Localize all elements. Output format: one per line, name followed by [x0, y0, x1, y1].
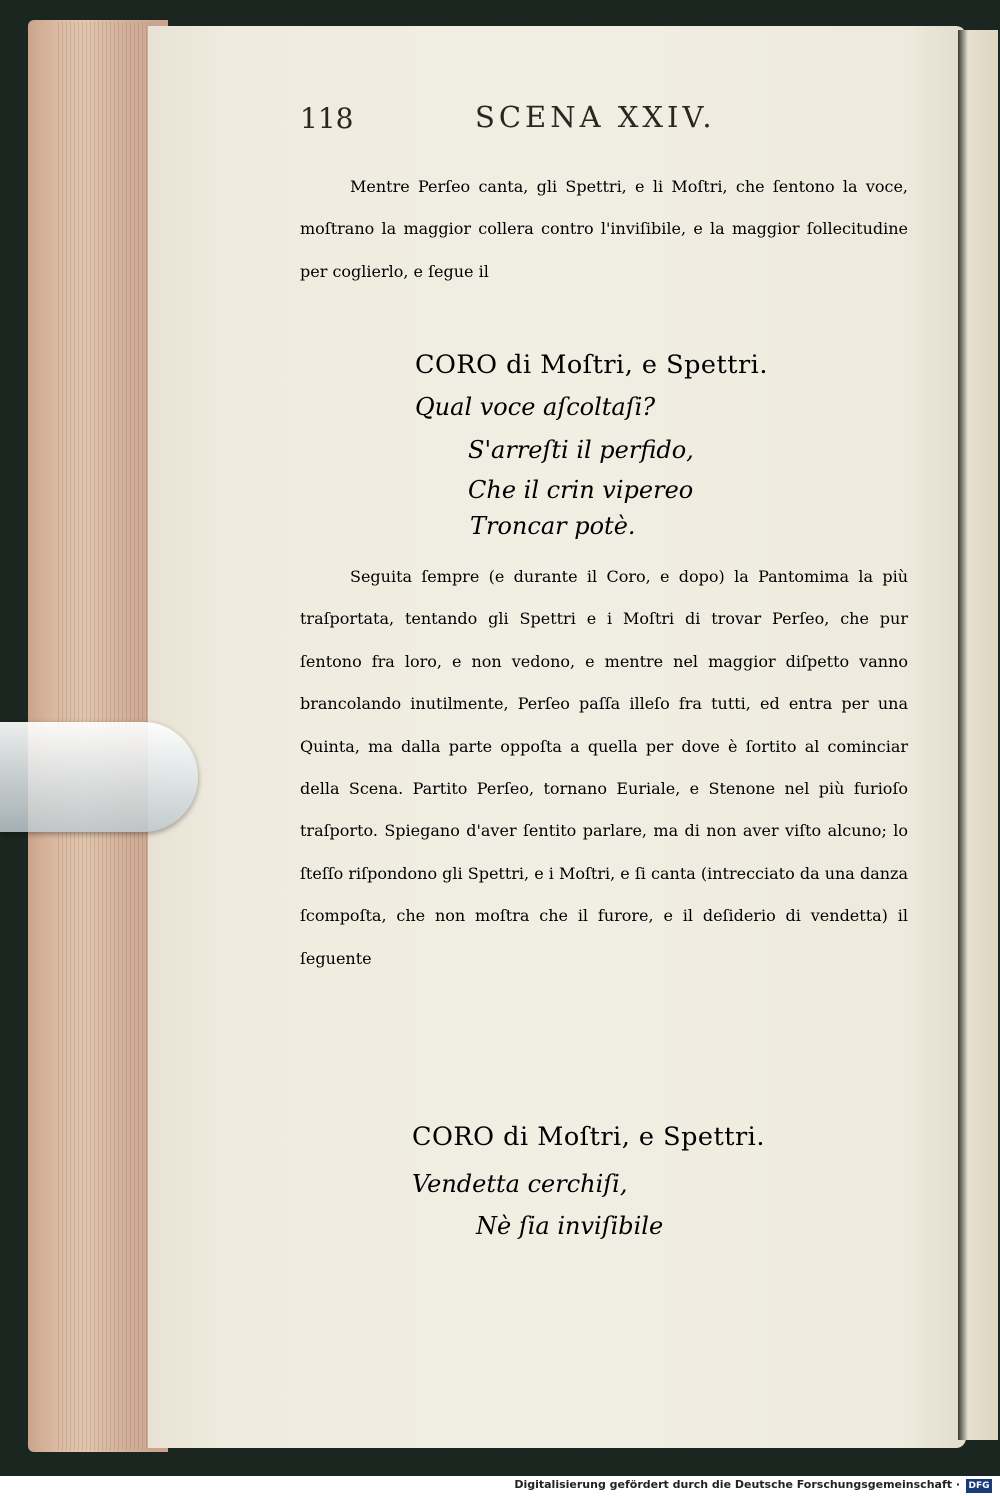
funding-credit: Digitalisierung gefördert durch die Deutsche Forschungsgemeinschaft · [514, 1478, 960, 1491]
page-header [300, 100, 740, 140]
dfg-logo: DFG [966, 1479, 992, 1493]
page-holder-clip [0, 722, 198, 832]
chorus-heading-2: CORO di Moſtri, e Spettri. [412, 1122, 765, 1152]
paragraph-stage-direction-1: Mentre Perſeo canta, gli Spettri, e li Moſtri, che ſentono la voce, moſtrano la maggior collera contro l'inviſibile, e la maggior ſollecitudine per coglierlo, e ſegue il [300, 177, 908, 281]
verse-line: S'arreſti il perfido, [468, 436, 694, 464]
verse-line: Vendetta cerchiſi, [412, 1170, 628, 1198]
footer-bar [0, 1476, 1000, 1496]
scene-title: SCENA XXIV. [475, 100, 716, 134]
verse-line: Troncar potè. [470, 512, 636, 540]
chorus-heading-1: CORO di Moſtri, e Spettri. [415, 350, 768, 380]
verse-line: Nè ſia inviſibile [476, 1212, 664, 1240]
page-number: 118 [300, 102, 354, 135]
verse-line: Qual voce aſcoltaſi? [415, 393, 656, 421]
adjacent-page-edge [958, 30, 998, 1440]
verse-line: Che il crin vipereo [468, 476, 694, 504]
paragraph-stage-direction-2: Seguita ſempre (e durante il Coro, e dopo) la Pantomima la più traſportata, tentando gli Spettri e i Moſtri di trovar Perſeo, che pur ſentono fra loro, e non vedono, e mentre nel maggior diſpetto vanno brancolando inutilmente, Perſeo paſſa illeſo fra tutti, ed entra per una Quinta, ma dalla parte oppoſta a quella per dove è ſortito al cominciar della Scena. Partito Perſeo, tornano Euriale, e Stenone nel più furioſo traſporto. Spiegano d'aver ſentito parlare, ma di non aver viſto alcuno; lo ſteſſo riſpondono gli Spettri, e i Moſtri, e ſi canta (intrecciato da una danza ſcompoſta, che non moſtra che il furore, e il deſiderio di vendetta) il ſeguente [300, 567, 908, 968]
